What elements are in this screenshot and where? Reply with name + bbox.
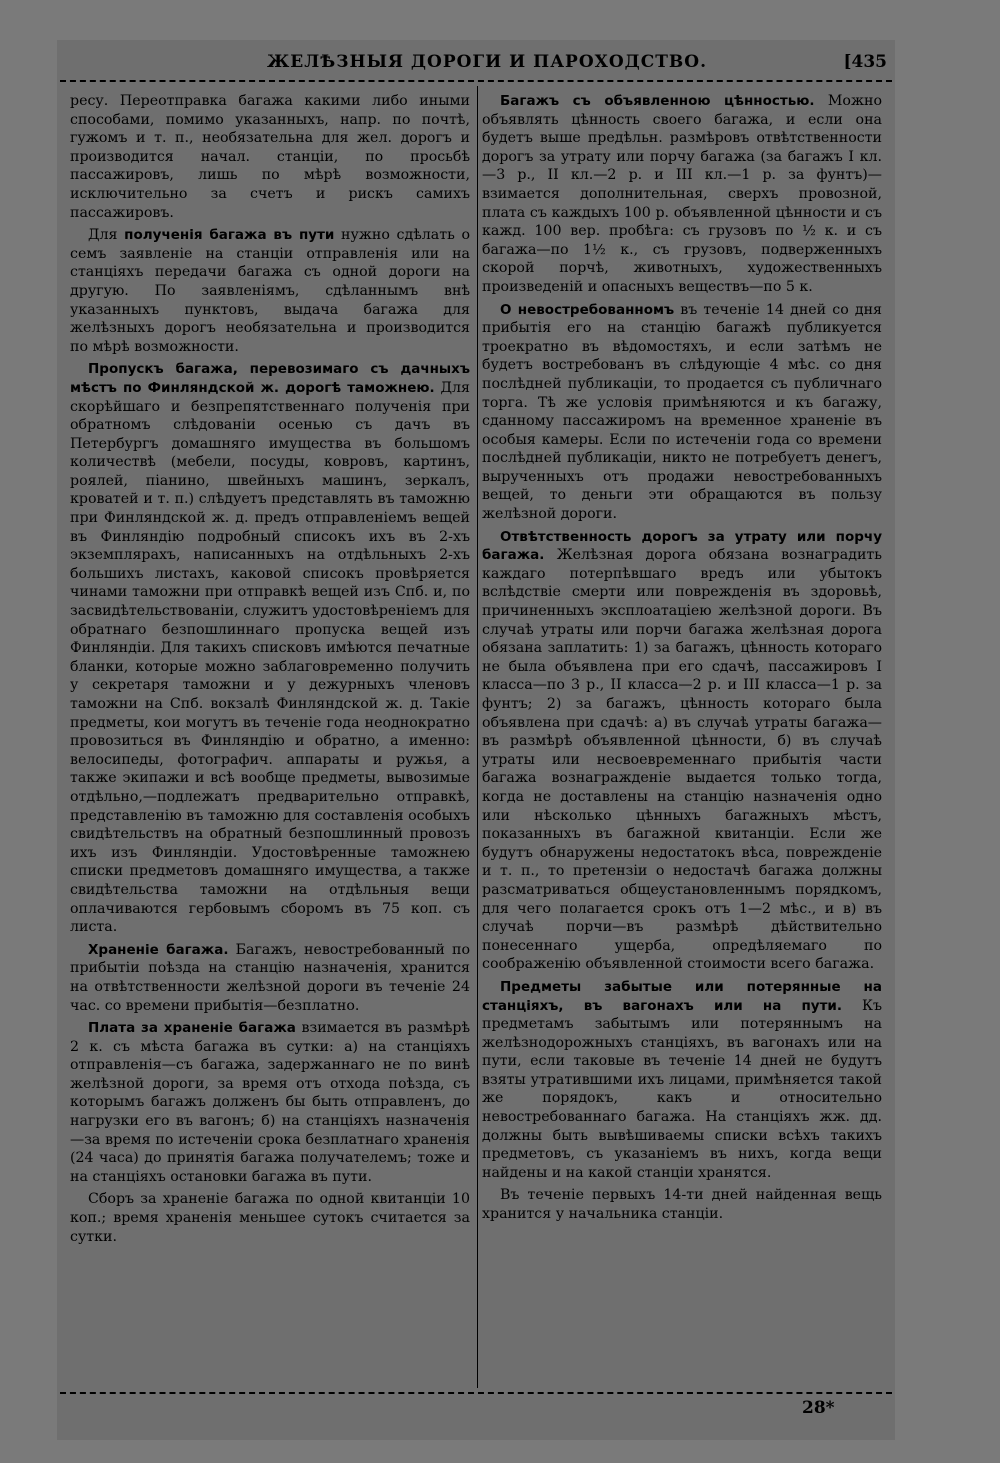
left-column [70,92,470,1250]
paragraph: ресу. Переотправка багажа какими либо иными способами, помимо указанныхъ, напр. по почтѣ, гужомъ и т. п., необязательна для жел. дорогъ и производится начал. станціи, по просьбѣ пассажировъ, лишь по мѣрѣ возможности, исключительно за счетъ и рискъ самихъ пассажировъ. [70,93,470,221]
paragraph-text: Для скорѣйшаго и безпрепятственнаго полученія при обратномъ слѣдованіи осенью съ дачъ въ Петербургъ домашняго имущества въ большомъ количествѣ (мебели, посуды, ковровъ, картинъ, роялей, піанино, швейныхъ машинъ, зеркалъ, кроватей и т. п.) слѣдуетъ представлять въ таможню при Финляндской ж. д. предъ отправленіемъ вещей въ Финляндію подробный списокъ ихъ въ 2-хъ экземплярахъ, написанныхъ на отдѣльныхъ 2-хъ большихъ листахъ, каковой списокъ провѣряется чинами таможни при отправкѣ вещей изъ Спб. и, по засвидѣтельствованіи, служитъ удостовѣреніемъ для обратнаго безпошлиннаго пропуска вещей изъ Финляндіи. Для такихъ списковъ имѣются печатные бланки, которые можно заблаговременно получить у секретаря таможни и у дежурныхъ членовъ таможни на Спб. вокзалѣ Финляндской ж. д. Такіе предметы, кои могутъ въ теченіе года неоднократно провозиться въ Финляндію и обратно, а именно: велосипеды, фотографич. аппараты и ружья, а также экипажи и всѣ вообще предметы, вывозимые отдѣльно,—подлежатъ предварительно отправкѣ, представленію въ таможню для составленія особыхъ свидѣтельствъ на обратный безпошлинный провозъ ихъ изъ Финляндіи. Удостовѣренные таможнею списки предметовъ домашняго имущества, а также свидѣтельства таможни на отдѣльныя вещи оплачиваются гербовымъ сборомъ въ 75 коп. съ листа. [70,379,470,936]
header-title: ЖЕЛѢЗНЫЯ ДОРОГИ И ПАРОХОДСТВО. [267,52,708,72]
paragraph-text: въ теченіе 14 дней со дня прибытія его на станцію багажѣ публикуется троекратно въ вѣдомостяхъ, и если затѣмъ не будетъ востребованъ въ слѣдующіе 4 мѣс. со дня послѣдней публикаціи, то продается съ публичнаго торга. Тѣ же условія примѣняются и къ багажу, сданному пассажиромъ на временное храненіе въ особыя камеры. Если по истеченіи года со времени послѣдней публикаціи, никто не потребуетъ денегъ, вырученныхъ отъ продажи невостребованныхъ вещей, то деньги эти обращаются въ пользу желѣзной дороги. [482,301,882,523]
section-heading: Храненіе багажа. [88,941,229,958]
paragraph-text: Къ предметамъ забытымъ или потеряннымъ на желѣзнодорожныхъ станціяхъ, въ вагонахъ или на пути, если таковые въ теченіе 14 дней не будутъ взяты утратившими ихъ лицами, примѣняется такой же порядокъ, какъ и относительно невостребованнаго багажа. На станціяхъ жж. дд. должны быть вывѣшиваемы списки всѣхъ такихъ предметовъ, съ указаніемъ въ нихъ, когда вещи найдены и на какой станціи хранятся. [482,997,882,1181]
paragraph [70,360,470,936]
paragraph [482,301,882,524]
header-rule [60,80,892,82]
paragraph-text: взимается въ размѣрѣ 2 к. съ мѣста багажа въ сутки: а) на станціяхъ отправленія—съ багажа, задержаннаго не по винѣ желѣзной дороги, за время отъ отхода поѣзда, съ которымъ багажъ долженъ бы быть отправленъ, до нагрузки его въ вагонъ; б) на станціяхъ назначенія—за время по истеченіи срока безплатнаго храненія (24 часа) до принятія багажа получателемъ; тоже и на станціяхъ остановки багажа въ пути. [70,1020,471,1185]
right-column [482,92,882,1228]
paragraph-text: нужно сдѣлать о семъ заявленіе на станціи отправленія или на станціяхъ передачи багажа съ одной дороги на другую. По заявленіямъ, сдѣланнымъ внѣ указанныхъ пунктовъ, выдача багажа для желѣзныхъ дорогъ необязательна и производится по мѣрѣ возможности. [70,227,470,355]
paragraph [70,1019,470,1186]
column-divider [477,86,478,1388]
paragraph [482,978,882,1183]
paragraph-lead: Для [88,227,118,244]
paragraph-text: Желѣзная дорога обязана вознаградить каждаго потерпѣвшаго вредъ или убытокъ вслѣдствіе смерти или поврежденія въ здоровьѣ, причиненныхъ эксплоатаціею желѣзной дороги. Въ случаѣ утраты или порчи багажа желѣзная дорога обязана заплатить: 1) за багажъ, цѣнность котораго не была объявлена при его сдачѣ, пассажировъ I класса—по 3 р., II класса—2 р. и III класса—1 р. за фунтъ; 2) за багажъ, цѣнность котораго была объявлена при сдачѣ: а) въ случаѣ утраты багажа—въ размѣрѣ объявленной цѣнности, б) въ случаѣ утраты или несвоевременнаго прибытія части багажа вознагражденіе выдается только тогда, когда не доставлены на станцію назначенія одно или нѣсколько цѣнныхъ багажныхъ мѣстъ, показанныхъ въ багажной квитанціи. Если же будутъ обнаружены недостатокъ вѣса, поврежденіе и т. п., то претензіи о недостачѣ багажа должны разсматриваться общеустановленнымъ порядкомъ, для чего полагается срокъ отъ 1—2 мѣс., и в) въ случаѣ порчи—въ размѣрѣ дѣйствительно понесеннаго ущерба, опредѣляемаго по соображенію объявленной стоимости всего багажа. [482,547,882,973]
paragraph-text: Багажъ, невостребованный по прибытіи поѣзда на станцію назначенія, хранится на отвѣтственности желѣзной дороги въ теченіе 24 час. со времени прибытія—безплатно. [70,941,470,1014]
section-heading: О невостребованномъ [500,301,675,318]
running-header [57,52,895,76]
paragraph: Сборъ за храненіе багажа по одной квитанціи 10 коп.; время храненія меньшее сутокъ считается за сутки. [70,1191,470,1245]
section-heading: полученія багажа въ пути [124,227,335,244]
section-heading: Отвѣтственность дорогъ за утрату или порчу багажа. [482,528,882,564]
paragraph-text: Можно объявлять цѣнность своего багажа, и если она будетъ выше предѣльн. размѣровъ отвѣтственности дорогъ за утрату или порчу багажа (за багажъ I кл.—3 р., II кл.—2 р. и III кл.—1 р. за фунтъ)—взимается дополнительная, сверхъ провозной, плата съ каждыхъ 100 р. объявленной цѣнности и съ кажд. 100 вер. пробѣга: съ грузовъ по ½ к. и съ багажа—по 1½ к., съ грузовъ, подверженныхъ скорой порчѣ, животныхъ, художественныхъ произведеній и опасныхъ веществъ—по 5 к. [482,93,882,295]
section-heading: Предметы забытые или потерянные на станціяхъ, въ вагонахъ или на пути. [482,978,882,1014]
section-heading: Пропускъ багажа, перевозимаго съ дачныхъ мѣстъ по Финляндской ж. дорогѣ таможнею. [70,361,470,396]
section-heading: Плата за храненіе багажа [88,1020,296,1037]
section-heading: Багажъ съ объявленною цѣнностью. [500,93,815,109]
paragraph [70,226,470,356]
paragraph [482,92,882,297]
signature-mark: 28* [802,1398,835,1418]
paragraph [482,528,882,974]
page-number: [435 [843,52,887,72]
footer-rule [60,1392,892,1394]
paragraph [70,941,470,1015]
paragraph: Въ теченіе первыхъ 14-ти дней найденная вещь хранится у начальника станціи. [482,1187,882,1223]
